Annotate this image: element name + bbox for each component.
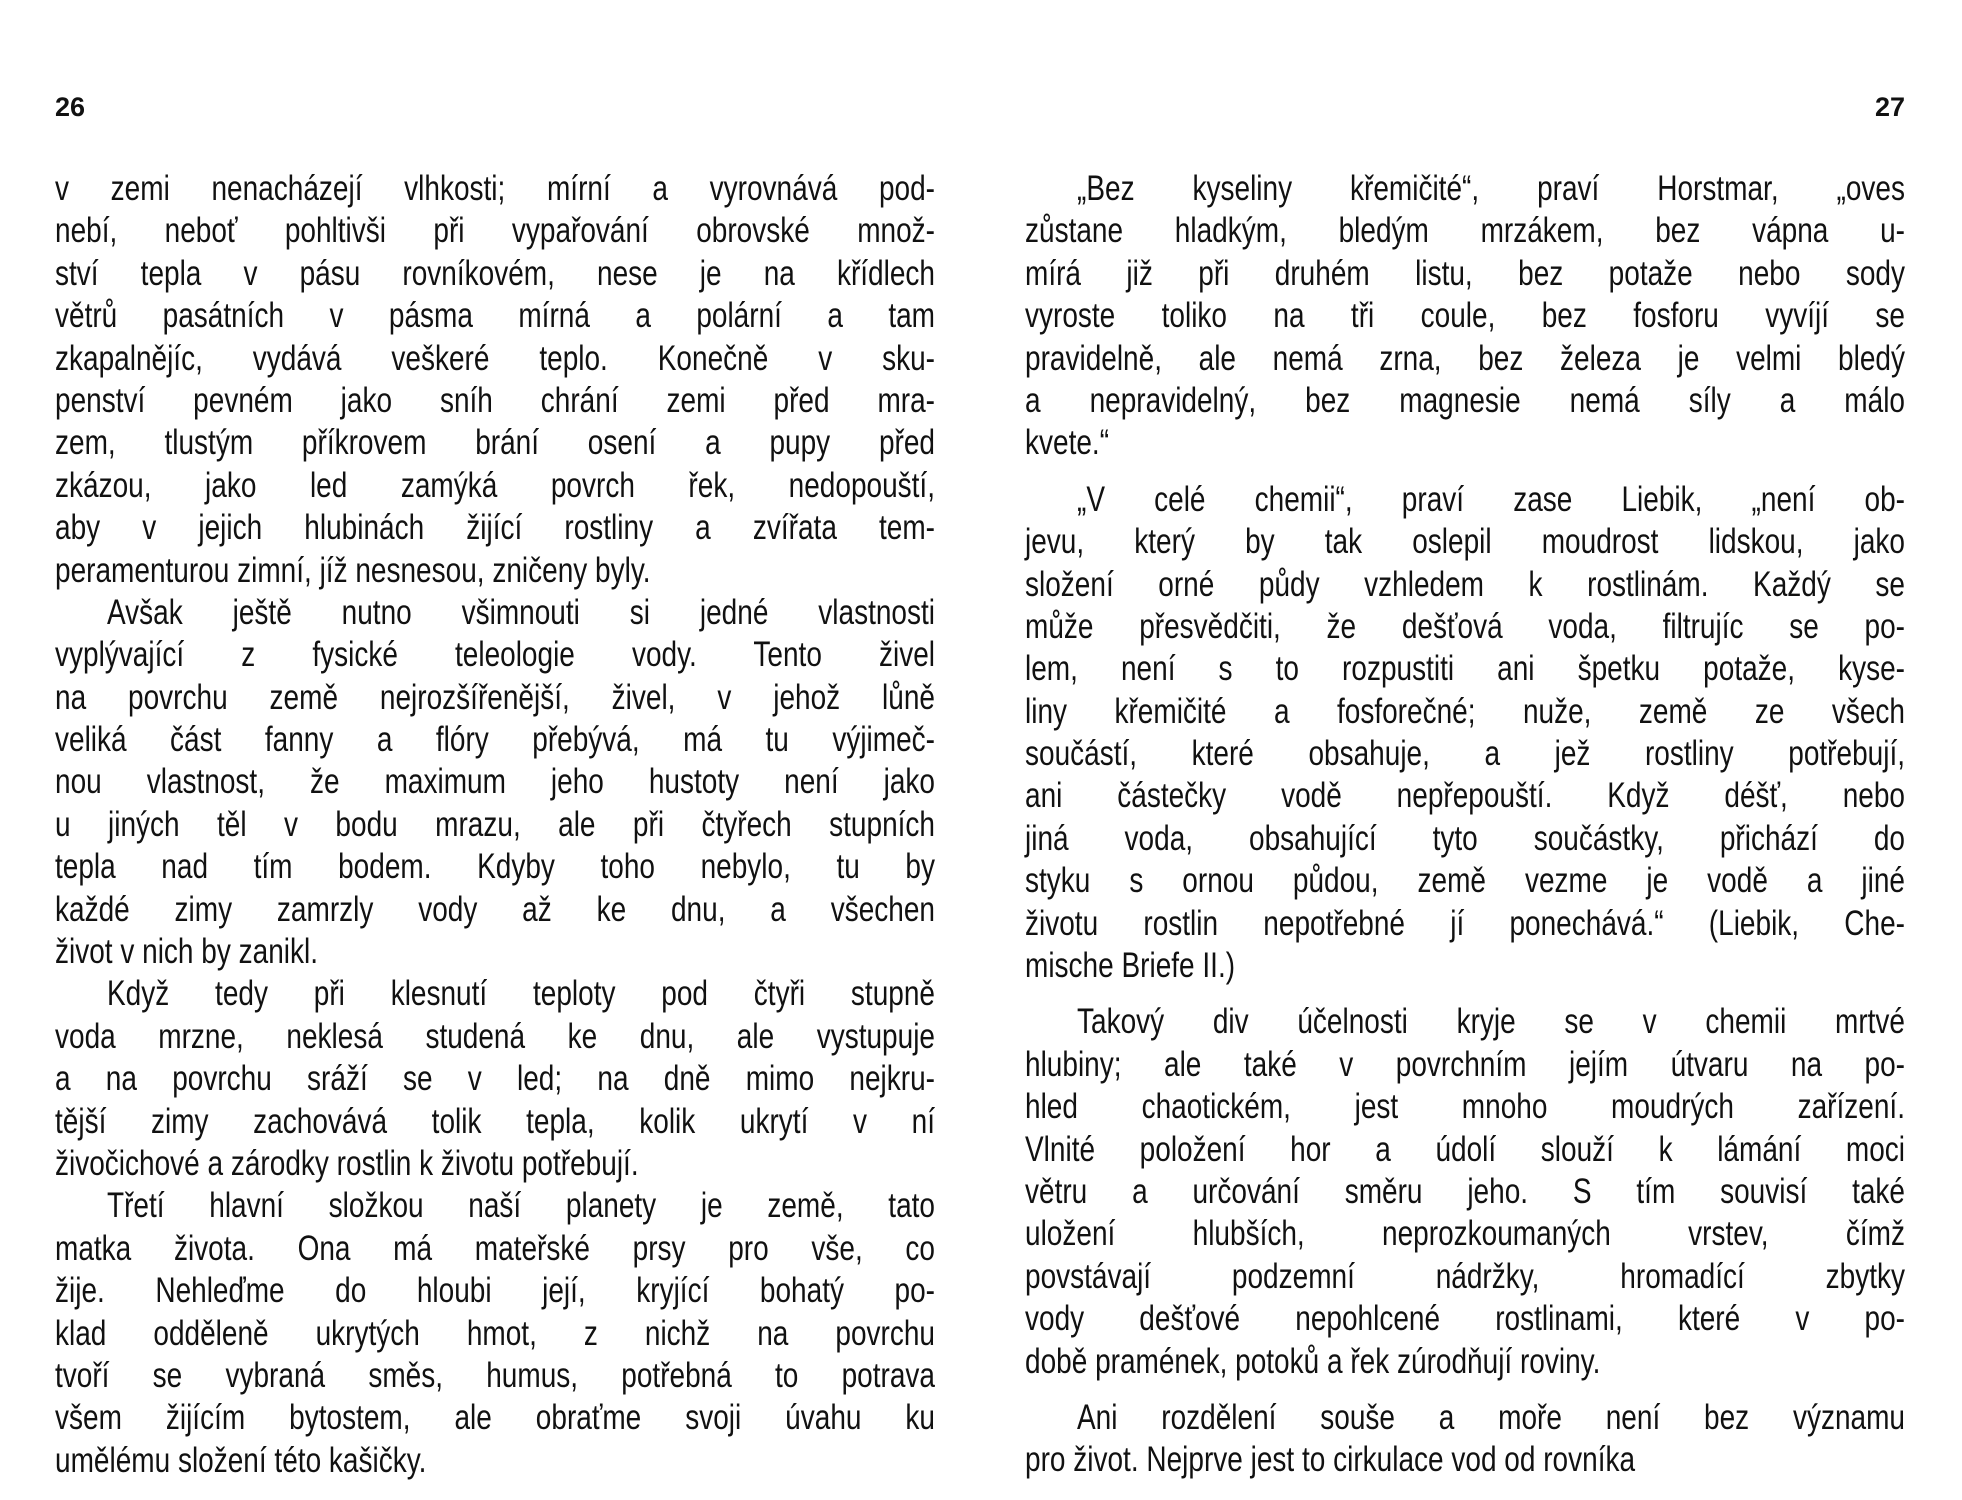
paragraph-gap	[1025, 1383, 1905, 1397]
text-line: život v nich by zanikl.	[55, 932, 318, 972]
text-line: vyplývající z fysické teleologie vody. Tento živel	[55, 635, 935, 675]
text-line: veliká část fanny a flóry přebývá, má tu výjimeč-	[55, 720, 935, 760]
text-line: všem žijícím bytostem, ale obraťme svoji úvahu ku	[55, 1398, 935, 1438]
paragraph	[55, 973, 935, 1185]
text-line: klad odděleně ukrytých hmot, z nichž na povrchu	[55, 1313, 935, 1353]
text-line: voda mrzne, neklesá studená ke dnu, ale vystupuje	[55, 1016, 935, 1056]
paragraph	[1025, 168, 1905, 465]
text-line: zkázou, jako led zamýká povrch řek, nedopouští,	[55, 465, 935, 505]
text-line: mírá již při druhém listu, bez potaže nebo sody	[1025, 253, 1905, 293]
page-body	[1025, 168, 1905, 1482]
text-line: ství tepla v pásu rovníkovém, nese je na křídlech	[55, 253, 935, 293]
text-line: živočichové a zárodky rostlin k životu potřebují.	[55, 1143, 639, 1183]
paragraph	[1025, 1001, 1905, 1383]
text-line: „V celé chemii“, praví zase Liebik, „není ob-	[1077, 479, 1905, 519]
page-body	[55, 168, 935, 1482]
text-line: vody dešťové nepohlcené rostlinami, které v po-	[1025, 1299, 1905, 1339]
page-number: 27	[1874, 92, 1905, 122]
text-line: tvoří se vybraná směs, humus, potřebná to potrava	[55, 1355, 935, 1395]
text-line: a nepravidelný, bez magnesie nemá síly a málo	[1025, 380, 1905, 420]
text-line: nou vlastnost, že maximum jeho hustoty není jako	[55, 762, 935, 802]
text-line: na povrchu země nejrozšířenější, živel, v jehož lůně	[55, 677, 935, 717]
text-line: životu rostlin nepotřebné jí ponechává.“ (Liebik, Che-	[1025, 903, 1905, 943]
text-line: součástí, které obsahuje, a jež rostliny potřebují,	[1025, 734, 1905, 774]
text-line: zem, tlustým příkrovem brání osení a pupy před	[55, 423, 935, 463]
paragraph-gap	[1025, 987, 1905, 1001]
text-line: tější zimy zachovává tolik tepla, kolik ukrytí v ní	[55, 1101, 935, 1141]
text-line: v zemi nenacházejí vlhkosti; mírní a vyrovnává pod-	[55, 169, 935, 208]
text-line: matka života. Ona má mateřské prsy pro vše, co	[55, 1228, 935, 1268]
text-line: styku s ornou půdou, země vezme je vodě a jiné	[1025, 861, 1905, 901]
text-line: zůstane hladkým, bledým mrzákem, bez vápna u-	[1025, 211, 1905, 251]
text-line: může přesvědčiti, že dešťová voda, filtrujíc se po-	[1025, 606, 1905, 646]
paragraph	[55, 1185, 935, 1482]
text-line: mische Briefe II.)	[1025, 946, 1236, 986]
paragraph	[55, 168, 935, 592]
text-line: zkapalnějíc, vydává veškeré teplo. Konečně v sku-	[55, 338, 935, 378]
text-line: hled chaotickém, jest mnoho moudrých zařízení.	[1025, 1087, 1905, 1127]
left-page	[55, 0, 935, 1500]
text-line: aby v jejich hlubinách žijící rostliny a zvířata tem-	[55, 508, 935, 548]
text-line: žije. Nehleďme do hloubi její, kryjící bohatý po-	[55, 1271, 935, 1311]
text-line: kvete.“	[1025, 423, 1110, 463]
paragraph	[55, 592, 935, 974]
text-line: Vlnité položení hor a údolí slouží k lámání moci	[1025, 1129, 1905, 1169]
text-line: povstávají podzemní nádržky, hromadící zbytky	[1025, 1256, 1905, 1296]
text-line: „Bez kyseliny křemičité“, praví Horstmar, „oves	[1077, 169, 1905, 208]
text-line: u jiných těl v bodu mrazu, ale při čtyřech stupních	[55, 804, 935, 844]
text-line: době pramének, potoků a řek zúrodňují roviny.	[1025, 1341, 1601, 1381]
text-line: uložení hlubších, neprozkoumaných vrstev, čímž	[1025, 1214, 1905, 1254]
right-page	[1025, 0, 1905, 1500]
text-line: větru a určování směru jeho. S tím souvisí také	[1025, 1171, 1905, 1211]
text-line: jiná voda, obsahující tyto součástky, přichází do	[1025, 818, 1905, 858]
text-line: každé zimy zamrzly vody až ke dnu, a všechen	[55, 889, 935, 929]
page-number: 26	[55, 92, 86, 122]
text-line: větrů pasátních v pásma mírná a polární a tam	[55, 296, 935, 336]
text-line: vyroste toliko na tři coule, bez fosforu vyvíjí se	[1025, 296, 1905, 336]
text-line: peramenturou zimní, jíž nesnesou, zničeny byly.	[55, 550, 651, 590]
text-line: jevu, který by tak oslepil moudrost lidskou, jako	[1025, 522, 1905, 562]
text-line: ani částečky vodě nepřepouští. Když déšť, nebo	[1025, 776, 1905, 816]
text-line: Ani rozdělení souše a moře není bez významu	[1077, 1397, 1905, 1437]
text-line: pro život. Nejprve jest to cirkulace vod od rovníka	[1025, 1440, 1636, 1480]
text-line: lem, není s to rozpustiti ani špetku potaže, kyse-	[1025, 649, 1905, 689]
text-line: Třetí hlavní složkou naší planety je země, tato	[107, 1186, 935, 1226]
text-line: Avšak ještě nutno všimnouti si jedné vlastnosti	[107, 592, 935, 632]
text-line: Takový div účelnosti kryje se v chemii mrtvé	[1077, 1002, 1905, 1042]
text-line: nebí, neboť pohltivši při vypařování obrovské množ-	[55, 211, 935, 251]
text-line: umělému složení této kašičky.	[55, 1440, 427, 1480]
text-line: hlubiny; ale také v povrchním jejím útvaru na po-	[1025, 1044, 1905, 1084]
text-line: liny křemičité a fosforečné; nuže, země ze všech	[1025, 691, 1905, 731]
paragraph-gap	[1025, 465, 1905, 479]
text-line: a na povrchu sráží se v led; na dně mimo nejkru-	[55, 1059, 935, 1099]
paragraph	[1025, 1397, 1905, 1482]
text-line: pravidelně, ale nemá zrna, bez železa je velmi bledý	[1025, 338, 1905, 378]
paragraph	[1025, 479, 1905, 988]
text-line: Když tedy při klesnutí teploty pod čtyři stupně	[107, 974, 935, 1014]
text-line: složení orné půdy vzhledem k rostlinám. Každý se	[1025, 564, 1905, 604]
text-line: tepla nad tím bodem. Kdyby toho nebylo, tu by	[55, 847, 935, 887]
text-line: penství pevném jako sníh chrání zemi před mra-	[55, 380, 935, 420]
